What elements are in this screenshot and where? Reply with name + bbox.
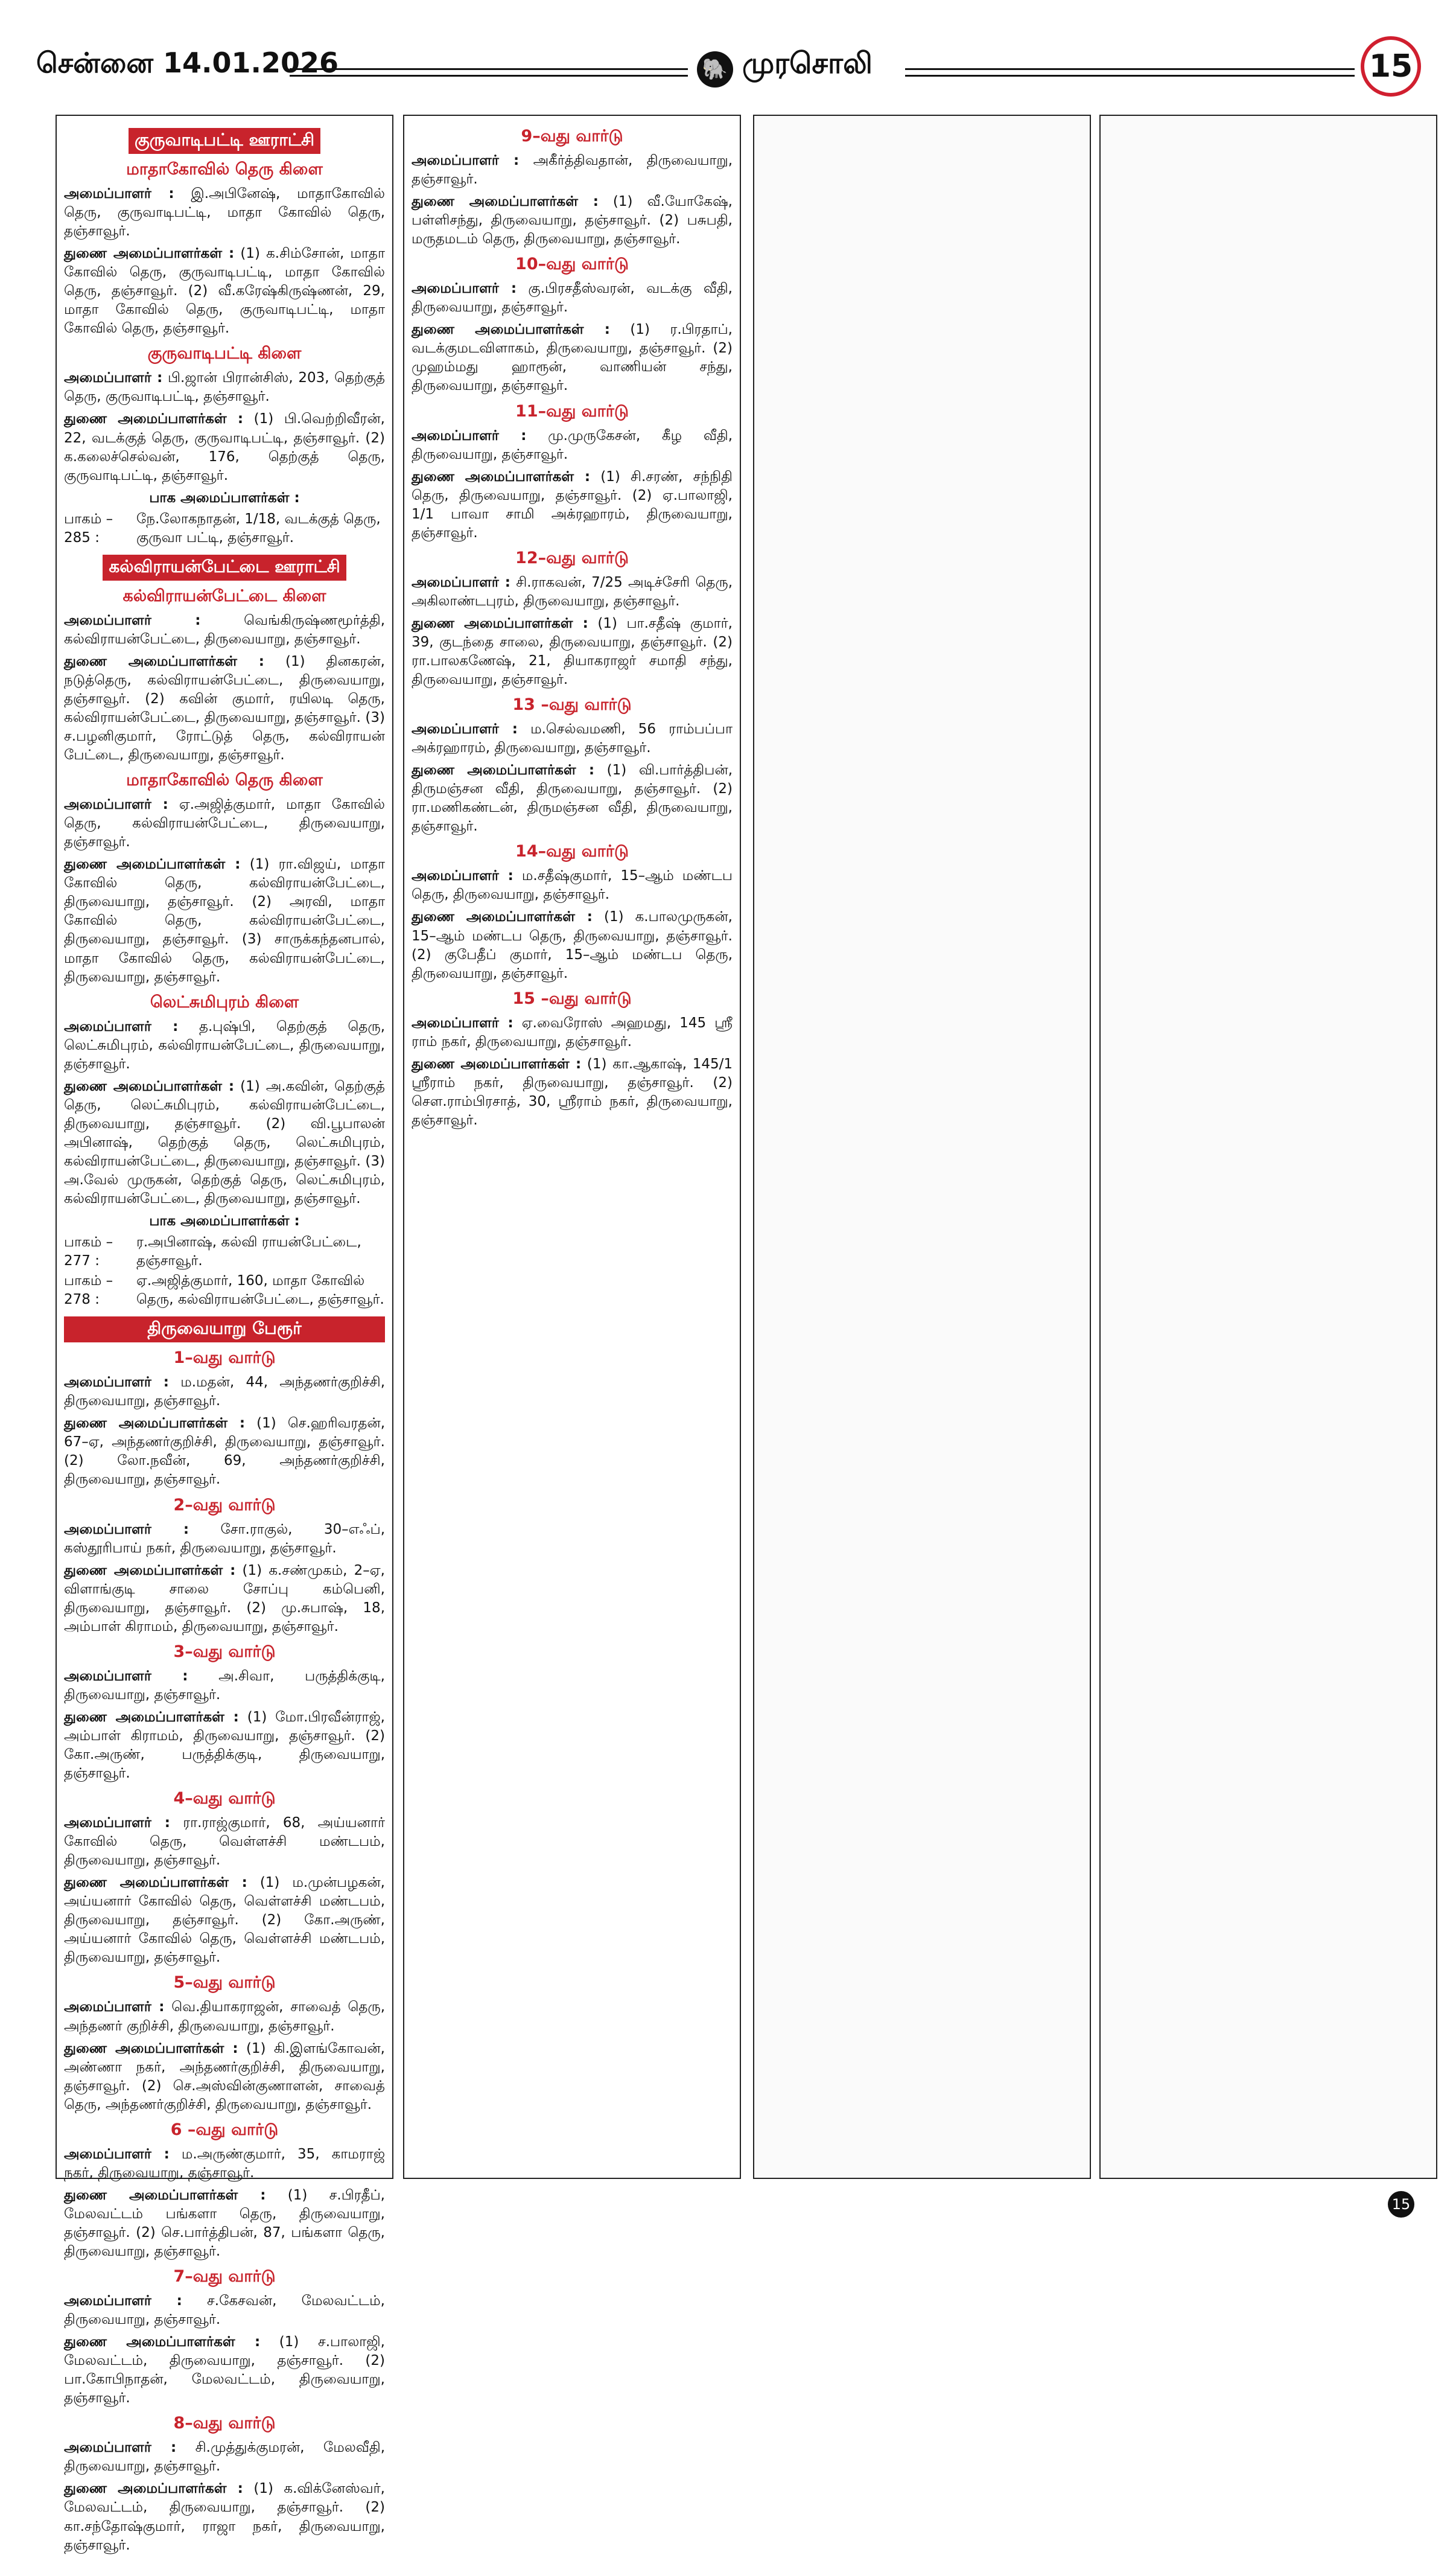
subsection-title: 7–வது வார்டு — [173, 2267, 276, 2286]
subsection-title: கல்விராயன்பேட்டை கிளை — [122, 586, 326, 605]
column-1 — [56, 115, 393, 2553]
booth-heading: பாக அமைப்பாளர்கள் : — [149, 1213, 300, 1230]
footer-page-number: 15 — [1388, 2191, 1414, 2218]
subsection-title: 15 –வது வார்டு — [512, 989, 632, 1008]
subsection-title: 1–வது வார்டு — [173, 1348, 276, 1368]
subsection-title: 11–வது வார்டு — [515, 401, 629, 421]
list-item: அமைப்பாளர் : கு.பிரசதீஸ்வரன், வடக்கு வீதி, திருவையாறு, தஞ்சாவூர். — [412, 281, 733, 316]
subsection-title: 4–வது வார்டு — [173, 1789, 276, 1808]
section-title: திருவையாறு பேரூர் — [64, 1316, 385, 1342]
booth-row: பாகம் – 278 : ஏ.அஜித்குமார், 160, மாதா கோவில் தெரு, கல்விராயன்பேட்டை, தஞ்சாவூர். — [64, 1273, 384, 1308]
column-3 — [753, 115, 1091, 2179]
list-item: துணை அமைப்பாளர்கள் : (1) க.பாலமுருகன், 15–ஆம் மண்டப தெரு, திருவையாறு, தஞ்சாவூர். (2) குபேதீப் குமார், 15–ஆம் மண்டப தெரு, திருவையாறு, தஞ்சாவூர். — [412, 909, 733, 981]
list-item: துணை அமைப்பாளர்கள் : (1) ம.முன்பழகன், அய்யனார் கோவில் தெரு, வெள்ளச்சி மண்டபம், திருவையாறு, தஞ்சாவூர். (2) கோ.அருண், அய்யனார் கோவில் தெரு, வெள்ளச்சி மண்டபம், திருவையாறு, தஞ்சாவூர். — [64, 1875, 385, 1966]
list-item: அமைப்பாளர் : அகீர்த்திவதான், திருவையாறு, தஞ்சாவூர். — [412, 153, 733, 188]
list-item: துணை அமைப்பாளர்கள் : (1) மோ.பிரவீன்ராஜ், அம்பாள் கிராமம், திருவையாறு, தஞ்சாவூர். (2) கோ.அருண், பருத்திக்குடி, திருவையாறு, தஞ்சாவூர். — [64, 1709, 385, 1782]
elephant-logo-icon: 🐘 — [697, 51, 733, 88]
list-item: துணை அமைப்பாளர்கள் : (1) வீ.யோகேஷ், பள்ளிசந்து, திருவையாறு, தஞ்சாவூர். (2) பசுபதி, மருதமடம் தெரு, திருவையாறு, தஞ்சாவூர். — [412, 194, 733, 247]
list-item: துணை அமைப்பாளர்கள் : (1) க.விக்னேஸ்வர், மேலவட்டம், திருவையாறு, தஞ்சாவூர். (2) கா.சந்தோஷ்குமார், ராஜா நகர், திருவையாறு, தஞ்சாவூர். — [64, 2481, 385, 2553]
list-item: துணை அமைப்பாளர்கள் : (1) அ.கவின், தெற்குத் தெரு, லெட்சுமிபுரம், கல்விராயன்பேட்டை, திருவையாறு, தஞ்சாவூர். (2) வி.பூபாலன் அபினாஷ், தெற்குத் தெரு, லெட்சுமிபுரம், கல்விராயன்பேட்டை, திருவையாறு, தஞ்சாவூர். (3) அ.வேல் முருகன், தெற்குத் தெரு, லெட்சுமிபுரம், கல்விராயன்பேட்டை, திருவையாறு, தஞ்சாவூர். — [64, 1078, 385, 1207]
list-item: துணை அமைப்பாளர்கள் : (1) பி.வெற்றிவீரன், 22, வடக்குத் தெரு, குருவாடிபட்டி, தஞ்சாவூர். (2) க.கலைச்செல்வன், 176, தெற்குத் தெரு, குருவாடிபட்டி, தஞ்சாவூர். — [64, 411, 385, 483]
list-item: அமைப்பாளர் : ஏ.அஜித்குமார், மாதா கோவில் தெரு, கல்விராயன்பேட்டை, திருவையாறு, தஞ்சாவூர். — [64, 797, 385, 850]
list-item: துணை அமைப்பாளர்கள் : (1) ரா.விஜய், மாதா கோவில் தெரு, கல்விராயன்பேட்டை, திருவையாறு, தஞ்சாவூர். (2) அரவி, மாதா கோவில் தெரு, கல்விராயன்பேட்டை, திருவையாறு, தஞ்சாவூர். (3) சாருக்கந்தனபால், மாதா கோவில் தெரு, கல்விராயன்பேட்டை, திருவையாறு, தஞ்சாவூர். — [64, 856, 385, 985]
subsection-title: 2–வது வார்டு — [173, 1495, 276, 1514]
subsection-title: குருவாடிபட்டி கிளை — [147, 344, 302, 363]
subsection-title: மாதாகோவில் தெரு கிளை — [126, 771, 323, 790]
header-rule-right — [905, 68, 1355, 77]
booth-heading: பாக அமைப்பாளர்கள் : — [149, 490, 300, 506]
list-item: அமைப்பாளர் : ஏ.வைரோஸ் அஹமது, 145 ஸ்ரீ ராம் நகர், திருவையாறு, தஞ்சாவூர். — [412, 1015, 733, 1050]
edition-date: சென்னை 14.01.2026 — [36, 46, 339, 79]
list-item: துணை அமைப்பாளர்கள் : (1) தினகரன், நடுத்தெரு, கல்விராயன்பேட்டை, திருவையாறு, தஞ்சாவூர். (2) கவின் குமார், ரயிலடி தெரு, கல்விராயன்பேட்டை, திருவையாறு, தஞ்சாவூர். (3) ச.பழனிகுமார், ரோட்டுத் தெரு, கல்விராயன் பேட்டை, திருவையாறு, தஞ்சாவூர். — [64, 653, 385, 764]
subsection-title: 13 –வது வார்டு — [512, 695, 632, 715]
list-item: துணை அமைப்பாளர்கள் : (1) சி.சரண், சந்நிதி தெரு, திருவையாறு, தஞ்சாவூர். (2) ஏ.பாலாஜி, 1/1 பாவா சாமி அக்ரஹாரம், திருவையாறு, தஞ்சாவூர். — [412, 468, 733, 541]
subsection-title: 14–வது வார்டு — [515, 842, 629, 861]
subsection-title: மாதாகோவில் தெரு கிளை — [126, 160, 323, 179]
column-2 — [403, 115, 741, 2179]
list-item: துணை அமைப்பாளர்கள் : (1) ச.பாலாஜி, மேலவட்டம், திருவையாறு, தஞ்சாவூர். (2) பா.கோபிநாதன், மேலவட்டம், திருவையாறு, தஞ்சாவூர். — [64, 2334, 385, 2407]
list-item: அமைப்பாளர் : த.புஷ்பி, தெற்குத் தெரு, லெட்சுமிபுரம், கல்விராயன்பேட்டை, திருவையாறு, தஞ்சாவூர். — [64, 1018, 386, 1072]
list-item: அமைப்பாளர் : ம.மதன், 44, அந்தணர்குறிச்சி, திருவையாறு, தஞ்சாவூர். — [64, 1374, 386, 1409]
list-item: அமைப்பாளர் : வெ.தியாகராஜன், சாவைத் தெரு, அந்தணர் குறிச்சி, திருவையாறு, தஞ்சாவூர். — [64, 1999, 386, 2034]
list-item: அமைப்பாளர் : ம.செல்வமணி, 56 ராம்பப்பா அக்ரஹாரம், திருவையாறு, தஞ்சாவூர். — [412, 721, 733, 756]
column-4 — [1099, 115, 1437, 2179]
list-item: அமைப்பாளர் : சோ.ராகுல், 30–எஃப், கஸ்தூரிபாய் நகர், திருவையாறு, தஞ்சாவூர். — [64, 1521, 385, 1556]
list-item: துணை அமைப்பாளர்கள் : (1) க.சிம்சோன், மாதா கோவில் தெரு, குருவாடிபட்டி, மாதா கோவில் தெரு, தஞ்சாவூர். (2) வீ.கரேஷ்கிருஷ்ணன், 29, மாதா கோவில் தெரு, குருவாடிபட்டி, மாதா கோவில் தெரு, தஞ்சாவூர். — [64, 246, 385, 337]
list-item: அமைப்பாளர் : ம.சதீஷ்குமார், 15–ஆம் மண்டப தெரு, திருவையாறு, தஞ்சாவூர். — [412, 868, 733, 903]
section-title: கல்விராயன்பேட்டை ஊராட்சி — [103, 555, 346, 581]
list-item: அமைப்பாளர் : சி.முத்துக்குமரன், மேலவீதி, திருவையாறு, தஞ்சாவூர். — [64, 2440, 386, 2475]
list-item: அமைப்பாளர் : ம.அருண்குமார், 35, காமராஜ் நகர், திருவையாறு, தஞ்சாவூர். — [64, 2146, 386, 2181]
list-item: அமைப்பாளர் : மு.முருகேசன், கீழ வீதி, திருவையாறு, தஞ்சாவூர். — [412, 427, 733, 462]
list-item: துணை அமைப்பாளர்கள் : (1) கா.ஆகாஷ், 145/1 ஸ்ரீராம் நகர், திருவையாறு, தஞ்சாவூர். (2) சௌ.ராம்பிரசாத், 30, ஸ்ரீராம் நகர், திருவையாறு, தஞ்சாவூர். — [412, 1056, 733, 1128]
list-item: அமைப்பாளர் : பி.ஜான் பிரான்சிஸ், 203, தெற்குத் தெரு, குருவாடிபட்டி, தஞ்சாவூர். — [64, 370, 385, 405]
subsection-title: 5–வது வார்டு — [173, 1973, 276, 1992]
list-item: அமைப்பாளர் : ச.கேசவன், மேலவட்டம், திருவையாறு, தஞ்சாவூர். — [64, 2293, 385, 2328]
list-item: அமைப்பாளர் : அ.சிவா, பருத்திக்குடி, திருவையாறு, தஞ்சாவூர். — [64, 1668, 385, 1703]
subsection-title: 3–வது வார்டு — [173, 1642, 276, 1661]
subsection-title: லெட்சுமிபுரம் கிளை — [150, 992, 299, 1012]
list-item: அமைப்பாளர் : இ.அபினேஷ், மாதாகோவில் தெரு, குருவாடிபட்டி, மாதா கோவில் தெரு, தஞ்சாவூர். — [64, 186, 385, 240]
list-item: துணை அமைப்பாளர்கள் : (1) செ.ஹரிவரதன், 67–ஏ, அந்தணர்குறிச்சி, திருவையாறு, தஞ்சாவூர். (2) லோ.நவீன், 69, அந்தணர்குறிச்சி, திருவையாறு, தஞ்சாவூர். — [64, 1415, 385, 1488]
list-item: துணை அமைப்பாளர்கள் : (1) பா.சதீஷ் குமார், 39, குடந்தை சாலை, திருவையாறு, தஞ்சாவூர். (2) ரா.பாலகணேஷ், 21, தியாகராஜர் சமாதி சந்து, திருவையாறு, தஞ்சாவூர். — [412, 615, 733, 688]
list-item: துணை அமைப்பாளர்கள் : (1) வி.பார்த்திபன், திருமஞ்சன வீதி, திருவையாறு, தஞ்சாவூர். (2) ரா.மணிகண்டன், திருமஞ்சன வீதி, திருவையாறு, தஞ்சாவூர். — [412, 762, 733, 835]
booth-row: பாகம் – 285 : நே.லோகநாதன், 1/18, வடக்குத் தெரு, குருவா பட்டி, தஞ்சாவூர். — [64, 511, 381, 546]
page-header — [36, 33, 1420, 100]
paper-name: முரசொலி — [742, 46, 873, 80]
list-item: துணை அமைப்பாளர்கள் : (1) கி.இளங்கோவன், அண்ணா நகர், அந்தணர்குறிச்சி, திருவையாறு, தஞ்சாவூர். (2) செ.அஸ்வின்குணாளன், சாவைத் தெரு, அந்தணர்குறிச்சி, திருவையாறு, தஞ்சாவூர். — [64, 2040, 385, 2113]
list-item: துணை அமைப்பாளர்கள் : (1) க.சண்முகம், 2–ஏ, விளாங்குடி சாலை சோப்பு கம்பெனி, திருவையாறு, தஞ்சாவூர். (2) மு.சுபாஷ், 18, அம்பாள் கிராமம், திருவையாறு, தஞ்சாவூர். — [64, 1562, 385, 1635]
list-item: துணை அமைப்பாளர்கள் : (1) ச.பிரதீப், மேலவட்டம் பங்களா தெரு, திருவையாறு, தஞ்சாவூர். (2) செ.பார்த்திபன், 87, பங்களா தெரு, திருவையாறு, தஞ்சாவூர். — [64, 2187, 385, 2259]
header-rule-left — [290, 68, 688, 77]
list-item: துணை அமைப்பாளர்கள் : (1) ர.பிரதாப், வடக்குமடவிளாகம், திருவையாறு, தஞ்சாவூர். (2) முஹம்மது ஹாரூன், வாணியன் சந்து, திருவையாறு, தஞ்சாவூர். — [412, 322, 733, 394]
subsection-title: 10–வது வார்டு — [515, 255, 629, 274]
list-item: அமைப்பாளர் : சி.ராகவன், 7/25 அடிச்சேரி தெரு, அகிலாண்டபுரம், திருவையாறு, தஞ்சாவூர். — [412, 574, 733, 609]
page-number-badge: 15 — [1361, 36, 1421, 97]
subsection-title: 9–வது வார்டு — [521, 127, 623, 145]
section-title: குருவாடிபட்டி ஊராட்சி — [129, 128, 320, 154]
subsection-title: 6 –வது வார்டு — [170, 2120, 279, 2139]
list-item: அமைப்பாளர் : ரா.ராஜ்குமார், 68, அய்யனார் கோவில் தெரு, வெள்ளச்சி மண்டபம், திருவையாறு, தஞ்சாவூர். — [64, 1815, 385, 1869]
subsection-title: 12–வது வார்டு — [515, 548, 629, 567]
list-item: அமைப்பாளர் : வெங்கிருஷ்ணமூர்த்தி, கல்விராயன்பேட்டை, திருவையாறு, தஞ்சாவூர். — [64, 612, 386, 647]
subsection-title: 8–வது வார்டு — [173, 2414, 276, 2433]
booth-row: பாகம் – 277 : ர.அபினாஷ், கல்வி ராயன்பேட்டை, தஞ்சாவூர். — [64, 1234, 361, 1269]
